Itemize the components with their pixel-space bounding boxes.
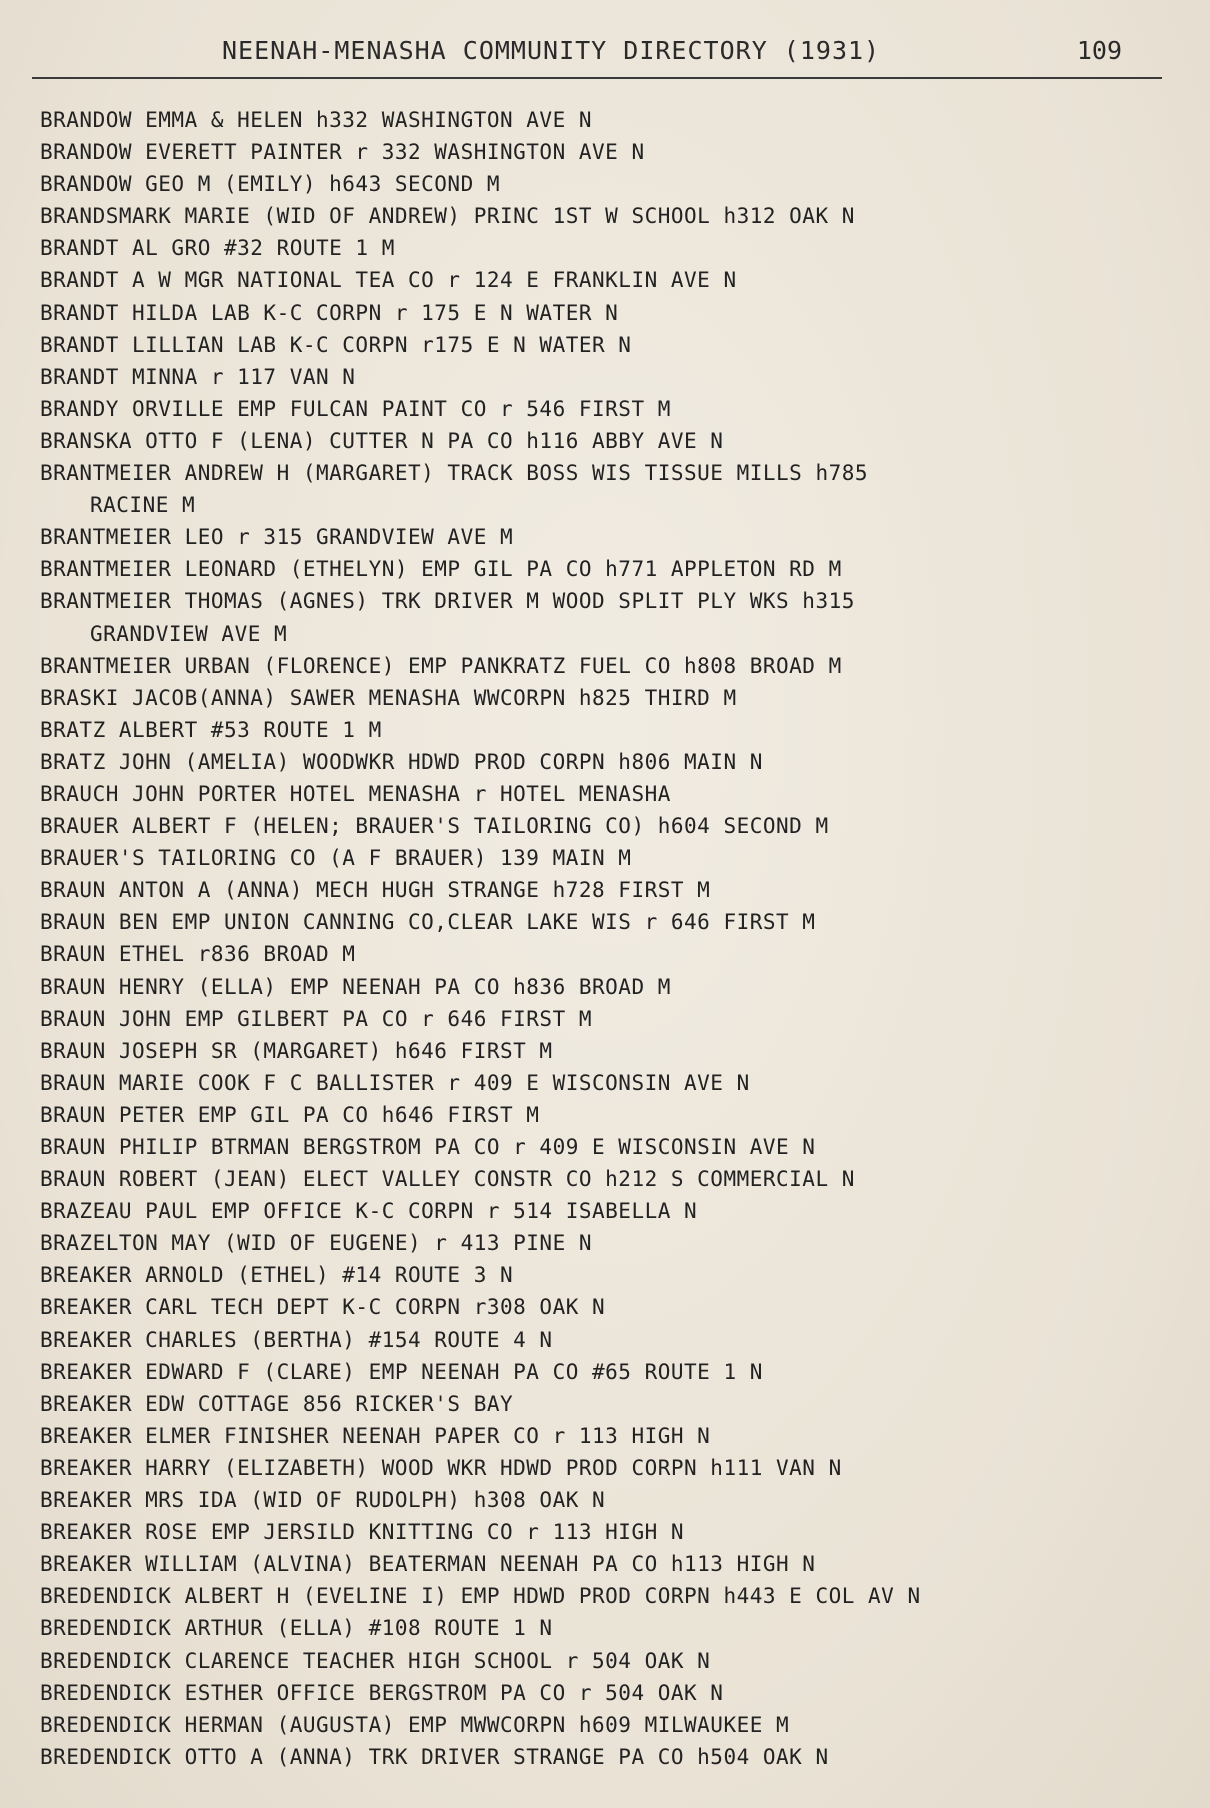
directory-entry: BREDENDICK CLARENCE TEACHER HIGH SCHOOL r 504 OAK N [40, 1648, 711, 1673]
directory-entry: BRAUN BEN EMP UNION CANNING CO,CLEAR LAKE WIS r 646 FIRST M [40, 910, 816, 935]
directory-entry: BRANDT AL GRO #32 ROUTE 1 M [40, 236, 395, 261]
directory-entry: BRAZELTON MAY (WID OF EUGENE) r 413 PINE N [40, 1231, 593, 1256]
directory-entry: BRANDOW GEO M (EMILY) h643 SECOND M [40, 172, 501, 197]
directory-entry: BREAKER MRS IDA (WID OF RUDOLPH) h308 OAK N [40, 1488, 606, 1513]
directory-entry: BRANDOW EVERETT PAINTER r 332 WASHINGTON AVE N [40, 140, 645, 165]
directory-entry: BREAKER HARRY (ELIZABETH) WOOD WKR HDWD PROD CORPN h111 VAN N [40, 1455, 842, 1480]
directory-entry: BRATZ JOHN (AMELIA) WOODWKR HDWD PROD CORPN h806 MAIN N [40, 749, 763, 774]
directory-entry: BRAUN JOHN EMP GILBERT PA CO r 646 FIRST M [40, 1006, 593, 1031]
directory-entry: BRAUN JOSEPH SR (MARGARET) h646 FIRST M [40, 1038, 553, 1063]
directory-entry: BRANTMEIER THOMAS (AGNES) TRK DRIVER M WOOD SPLIT PLY WKS h315 [40, 589, 855, 614]
header-rule [32, 77, 1162, 79]
directory-entry: BRAUN PHILIP BTRMAN BERGSTROM PA CO r 409 E WISCONSIN AVE N [40, 1135, 816, 1159]
directory-entry: BREAKER EDWARD F (CLARE) EMP NEENAH PA CO #65 ROUTE 1 N [40, 1359, 763, 1384]
directory-entry: BRANDT LILLIAN LAB K-C CORPN r175 E N WATER N [40, 332, 632, 357]
directory-entry: BRATZ ALBERT #53 ROUTE 1 M [40, 717, 382, 742]
page-header [32, 36, 1162, 76]
page-number: 109 [1076, 36, 1122, 65]
directory-entry: BRANDT A W MGR NATIONAL TEA CO r 124 E FRANKLIN AVE N [40, 268, 737, 293]
directory-entry: BRAUN HENRY (ELLA) EMP NEENAH PA CO h836 BROAD M [40, 974, 671, 999]
directory-entry: BREAKER ARNOLD (ETHEL) #14 ROUTE 3 N [40, 1263, 514, 1288]
directory-entry: BRANDT HILDA LAB K-C CORPN r 175 E N WATER N [40, 300, 619, 325]
directory-entry: BRANTMEIER URBAN (FLORENCE) EMP PANKRATZ FUEL CO h808 BROAD M [40, 653, 842, 678]
directory-entry: BREDENDICK ARTHUR (ELLA) #108 ROUTE 1 N [40, 1616, 553, 1641]
directory-entries [40, 104, 1170, 1773]
directory-entry: BRAUN ANTON A (ANNA) MECH HUGH STRANGE h728 FIRST M [40, 878, 711, 903]
directory-entry-continuation: GRANDVIEW AVE M [90, 621, 288, 646]
directory-entry: BREDENDICK ALBERT H (EVELINE I) EMP HDWD PROD CORPN h443 E COL AV N [40, 1584, 921, 1609]
directory-entry: BRANDY ORVILLE EMP FULCAN PAINT CO r 546 FIRST M [40, 396, 671, 421]
directory-entry: BRAUN ROBERT (JEAN) ELECT VALLEY CONSTR CO h212 S COMMERCIAL N [40, 1167, 855, 1192]
directory-entry: BRASKI JACOB(ANNA) SAWER MENASHA WWCORPN h825 THIRD M [40, 685, 737, 710]
directory-entry: BREAKER CHARLES (BERTHA) #154 ROUTE 4 N [40, 1327, 553, 1352]
directory-entry: BRANDT MINNA r 117 VAN N [40, 364, 356, 389]
directory-entry: BRANTMEIER LEO r 315 GRANDVIEW AVE M [40, 525, 514, 550]
directory-entry: BRANTMEIER ANDREW H (MARGARET) TRACK BOSS WIS TISSUE MILLS h785 [40, 461, 869, 486]
directory-entry: BRANDOW EMMA & HELEN h332 WASHINGTON AVE N [40, 108, 593, 132]
directory-entry: BREAKER WILLIAM (ALVINA) BEATERMAN NEENAH PA CO h113 HIGH N [40, 1552, 816, 1577]
directory-entry: BREAKER ROSE EMP JERSILD KNITTING CO r 113 HIGH N [40, 1520, 685, 1545]
directory-entry: BRAUER'S TAILORING CO (A F BRAUER) 139 MAIN M [40, 846, 632, 871]
directory-entry: BRANDSMARK MARIE (WID OF ANDREW) PRINC 1ST W SCHOOL h312 OAK N [40, 204, 855, 229]
directory-entry: BREAKER EDW COTTAGE 856 RICKER'S BAY [40, 1391, 514, 1416]
directory-entry: BRAUN MARIE COOK F C BALLISTER r 409 E WISCONSIN AVE N [40, 1070, 750, 1095]
directory-entry: BREDENDICK OTTO A (ANNA) TRK DRIVER STRANGE PA CO h504 OAK N [40, 1744, 829, 1769]
directory-entry-continuation: RACINE M [90, 493, 196, 518]
directory-entry: BRAUN PETER EMP GIL PA CO h646 FIRST M [40, 1102, 540, 1127]
directory-entry: BRAUCH JOHN PORTER HOTEL MENASHA r HOTEL MENASHA [40, 781, 671, 806]
directory-entry: BREDENDICK ESTHER OFFICE BERGSTROM PA CO r 504 OAK N [40, 1680, 724, 1705]
directory-entry: BRAUER ALBERT F (HELEN; BRAUER'S TAILORING CO) h604 SECOND M [40, 814, 829, 839]
directory-entry: BREAKER CARL TECH DEPT K-C CORPN r308 OAK N [40, 1295, 606, 1320]
page-title: NEENAH-MENASHA COMMUNITY DIRECTORY (1931) [222, 36, 881, 65]
directory-entry: BRAZEAU PAUL EMP OFFICE K-C CORPN r 514 ISABELLA N [40, 1199, 698, 1224]
directory-entry: BRANTMEIER LEONARD (ETHELYN) EMP GIL PA CO h771 APPLETON RD M [40, 557, 842, 582]
directory-entry: BREDENDICK HERMAN (AUGUSTA) EMP MWWCORPN h609 MILWAUKEE M [40, 1712, 790, 1737]
directory-entry: BRANSKA OTTO F (LENA) CUTTER N PA CO h116 ABBY AVE N [40, 428, 724, 453]
directory-entry: BREAKER ELMER FINISHER NEENAH PAPER CO r 113 HIGH N [40, 1423, 711, 1448]
directory-entry: BRAUN ETHEL r836 BROAD M [40, 942, 356, 967]
